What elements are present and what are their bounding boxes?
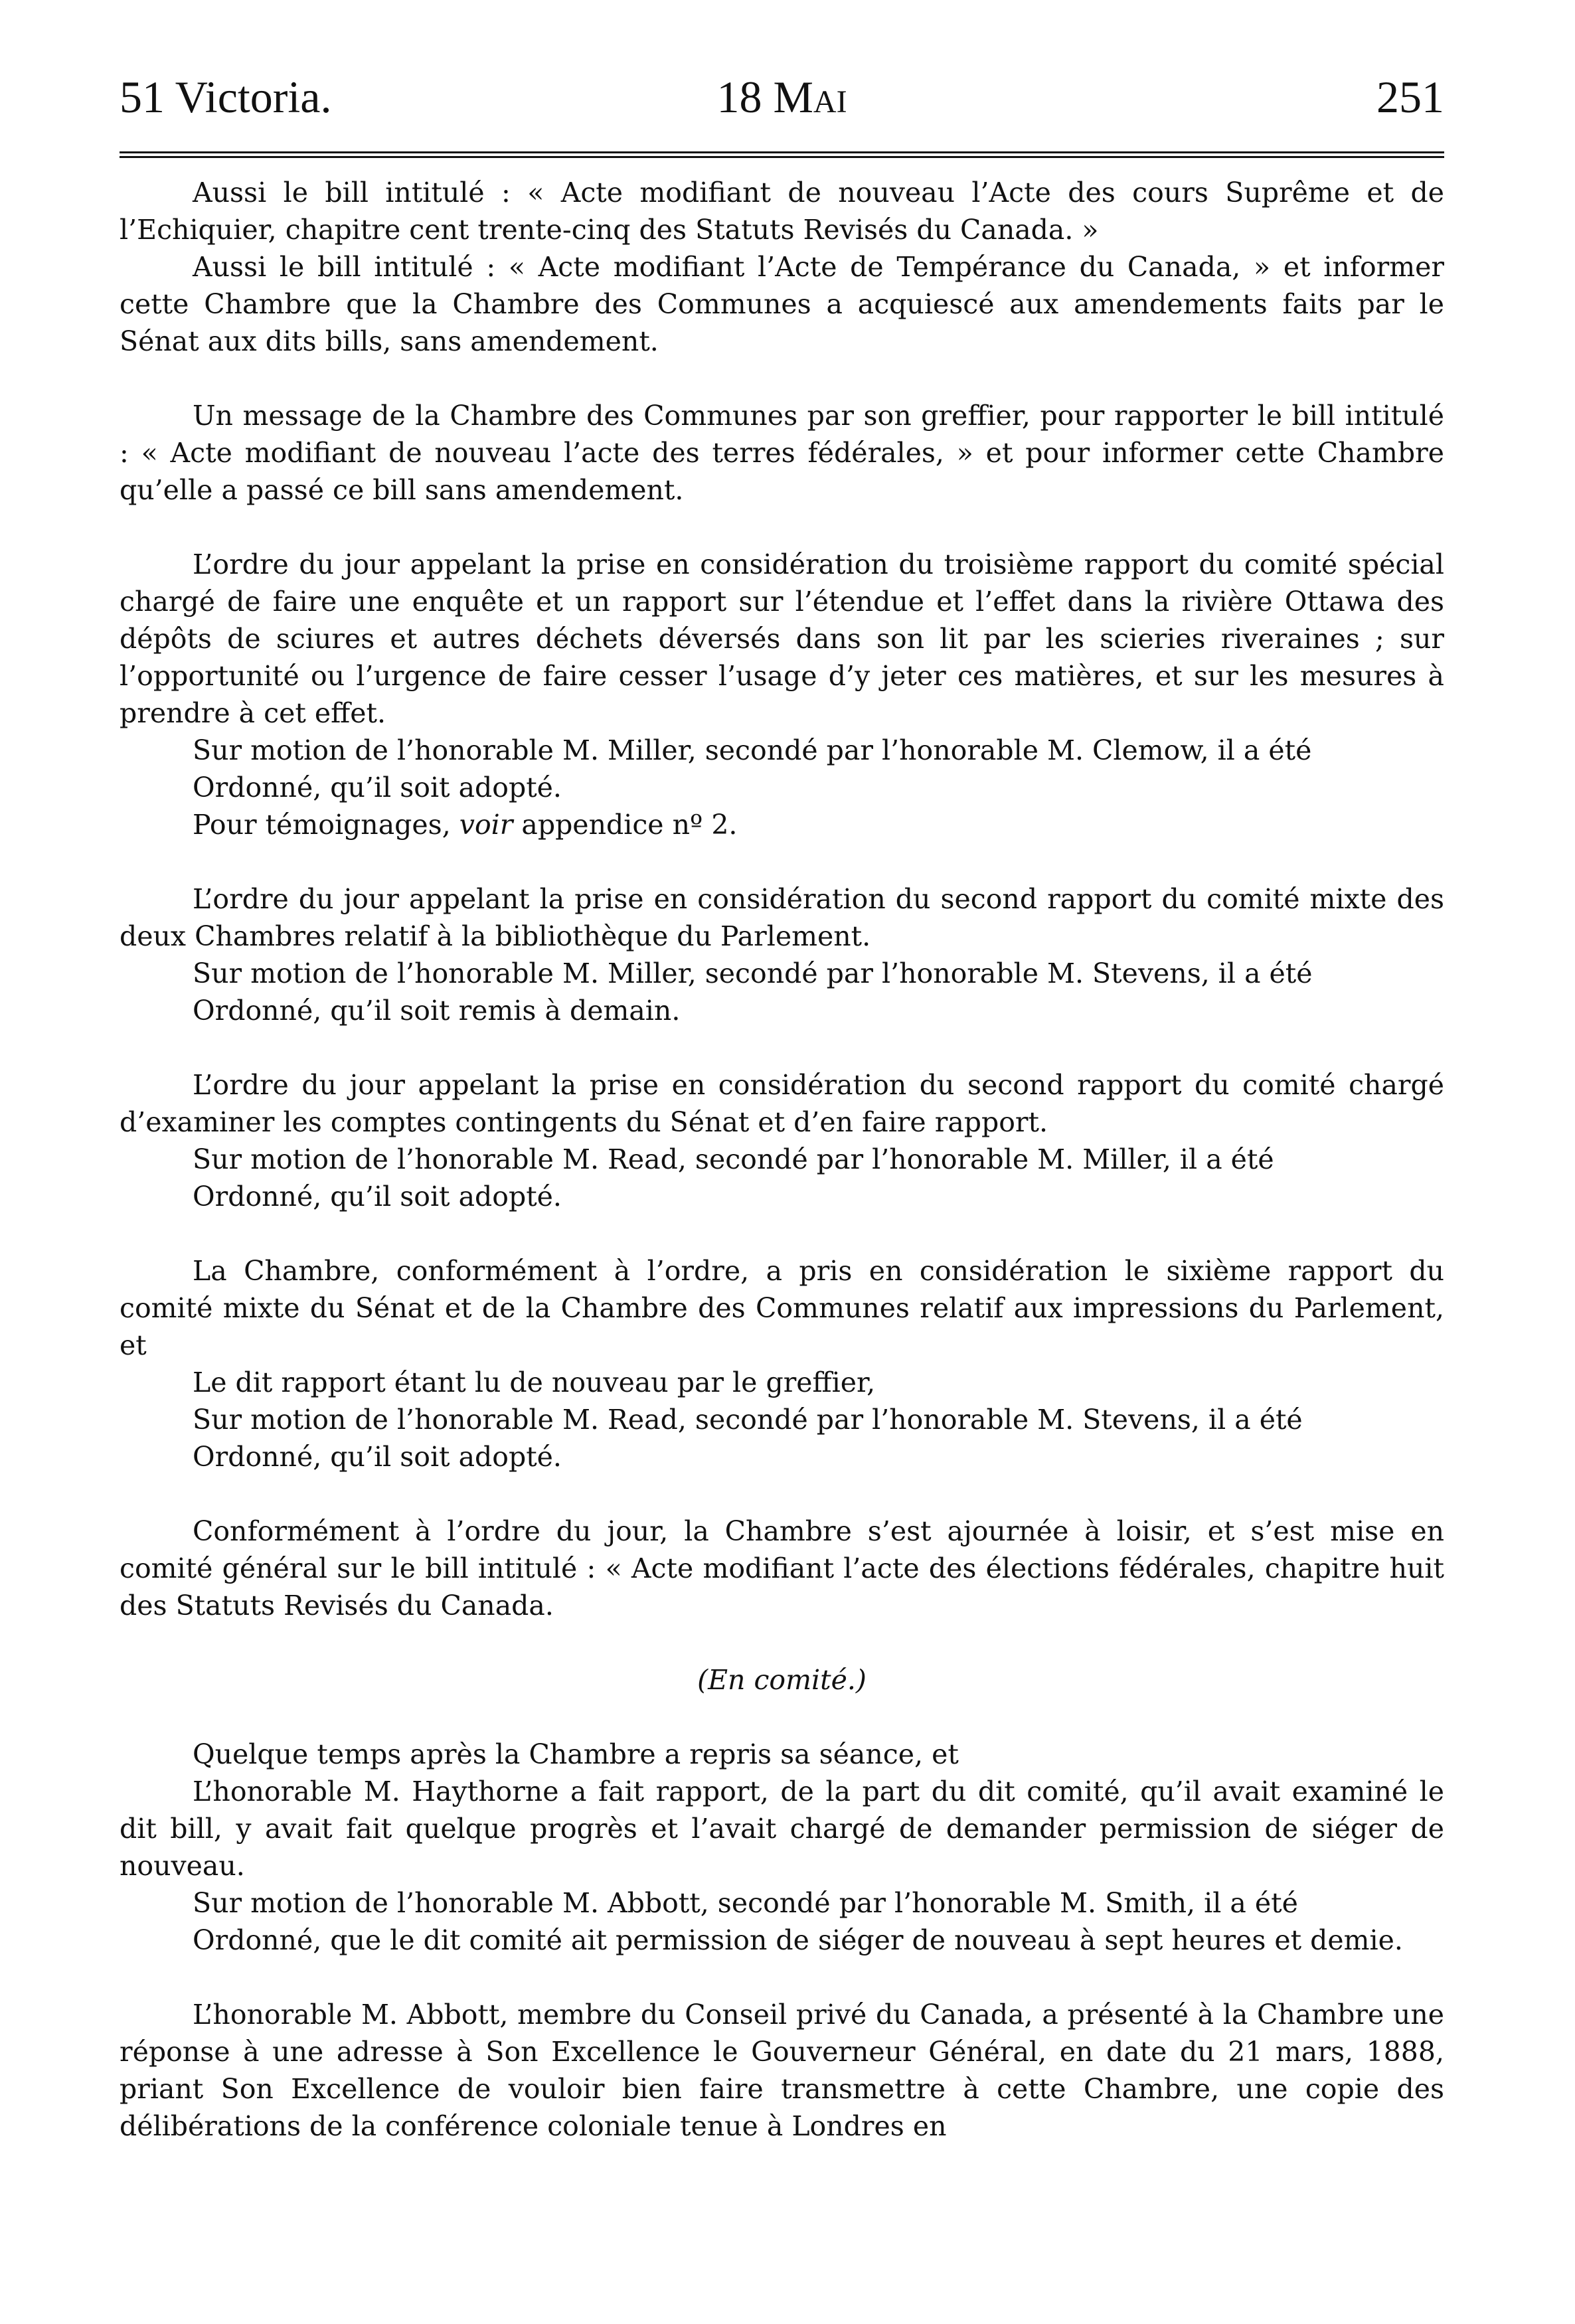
paragraph: L’ordre du jour appelant la prise en considération du second rapport du comité mixte des deux Chambres relatif à la bibliothèque du Parlement. bbox=[120, 883, 1444, 952]
text-run: appendice nº 2. bbox=[513, 809, 738, 841]
paragraph: Ordonné, qu’il soit remis à demain. bbox=[193, 995, 681, 1027]
paragraph: Sur motion de l’honorable M. Abbott, secondé par l’honorable M. Smith, il a été bbox=[193, 1887, 1298, 1919]
paragraph: Sur motion de l’honorable M. Read, secondé par l’honorable M. Miller, il a été bbox=[193, 1143, 1274, 1175]
paragraph: L’honorable M. Abbott, membre du Conseil privé du Canada, a présenté à la Chambre une réponse à une adresse à Son Excellence le Gouverneur Général, en date du 21 mars, 1888, priant Son Excellence de vouloir bien faire transmettre à cette Chambre, une copie des délibérations de la conférence coloniale tenue à Londres en bbox=[120, 1999, 1444, 2142]
paragraph: Ordonné, qu’il soit adopté. bbox=[193, 1181, 562, 1212]
paragraph: Un message de la Chambre des Communes par son greffier, pour rapporter le bill intitulé : « Acte modifiant de nouveau l’acte des terres fédérales, » et pour informer cette Chambre qu’elle a passé ce bill sans amendement. bbox=[120, 400, 1444, 506]
paragraph: Ordonné, qu’il soit adopté. bbox=[193, 1441, 562, 1473]
section-heading-en-comite: (En comité.) bbox=[697, 1664, 867, 1696]
paragraph: Ordonné, qu’il soit adopté. bbox=[193, 772, 562, 803]
paragraph: Aussi le bill intitulé : « Acte modifiant l’Acte de Tempérance du Canada, » et informer cette Chambre que la Chambre des Communes a acquiescé aux amendements faits par le Sénat aux dits bills, sans amendement. bbox=[120, 251, 1444, 357]
paragraph: La Chambre, conformément à l’ordre, a pris en considération le sixième rapport du comité mixte du Sénat et de la Chambre des Communes relatif aux impressions du Parlement, et bbox=[120, 1255, 1444, 1361]
paragraph: Sur motion de l’honorable M. Read, secondé par l’honorable M. Stevens, il a été bbox=[193, 1404, 1303, 1436]
running-head bbox=[120, 64, 1444, 130]
header-day: 18 bbox=[716, 72, 774, 122]
text-run: Pour témoignages, bbox=[193, 809, 459, 841]
page-body bbox=[120, 174, 1444, 2145]
header-regnal-year: 51 Victoria. bbox=[120, 72, 332, 122]
paragraph: Ordonné, que le dit comité ait permission de siéger de nouveau à sept heures et demie. bbox=[193, 1924, 1403, 1956]
paragraph: Le dit rapport étant lu de nouveau par le greffier, bbox=[193, 1367, 876, 1398]
page-number: 251 bbox=[1376, 72, 1444, 122]
header-double-rule bbox=[120, 151, 1444, 158]
paragraph: L’ordre du jour appelant la prise en considération du second rapport du comité chargé d’examiner les comptes contingents du Sénat et d’en faire rapport. bbox=[120, 1069, 1444, 1138]
paragraph: Quelque temps après la Chambre a repris sa séance, et bbox=[193, 1738, 959, 1770]
paragraph: Sur motion de l’honorable M. Miller, secondé par l’honorable M. Clemow, il a été bbox=[193, 734, 1312, 766]
italic-run: voir bbox=[459, 809, 513, 841]
paragraph: Aussi le bill intitulé : « Acte modifiant de nouveau l’Acte des cours Suprême et de l’Echiquier, chapitre cent trente-cinq des Statuts Revisés du Canada. » bbox=[120, 177, 1444, 246]
paragraph bbox=[120, 806, 1444, 843]
paragraph: L’ordre du jour appelant la prise en considération du troisième rapport du comité spécial chargé de faire une enquête et un rapport sur l’étendue et l’effet dans la rivière Ottawa des dépôts de sciures et autres déchets déversés dans son lit par les scieries riveraines ; sur l’opportunité ou l’urgence de faire cesser l’usage d’y jeter ces matières, et sur les mesures à prendre à cet effet. bbox=[120, 548, 1444, 729]
paragraph: L’honorable M. Haythorne a fait rapport, de la part du dit comité, qu’il avait examiné le dit bill, y avait fait quelque progrès et l’avait chargé de demander permission de siéger de nouveau. bbox=[120, 1776, 1444, 1882]
document-page bbox=[120, 0, 1444, 2324]
header-month: Mai bbox=[773, 72, 847, 122]
header-date bbox=[120, 64, 1444, 130]
paragraph: Conformément à l’ordre du jour, la Chambre s’est ajournée à loisir, et s’est mise en comité général sur le bill intitulé : « Acte modifiant l’acte des élections fédérales, chapitre huit des Statuts Revisés du Canada. bbox=[120, 1515, 1444, 1621]
paragraph: Sur motion de l’honorable M. Miller, secondé par l’honorable M. Stevens, il a été bbox=[193, 957, 1313, 989]
